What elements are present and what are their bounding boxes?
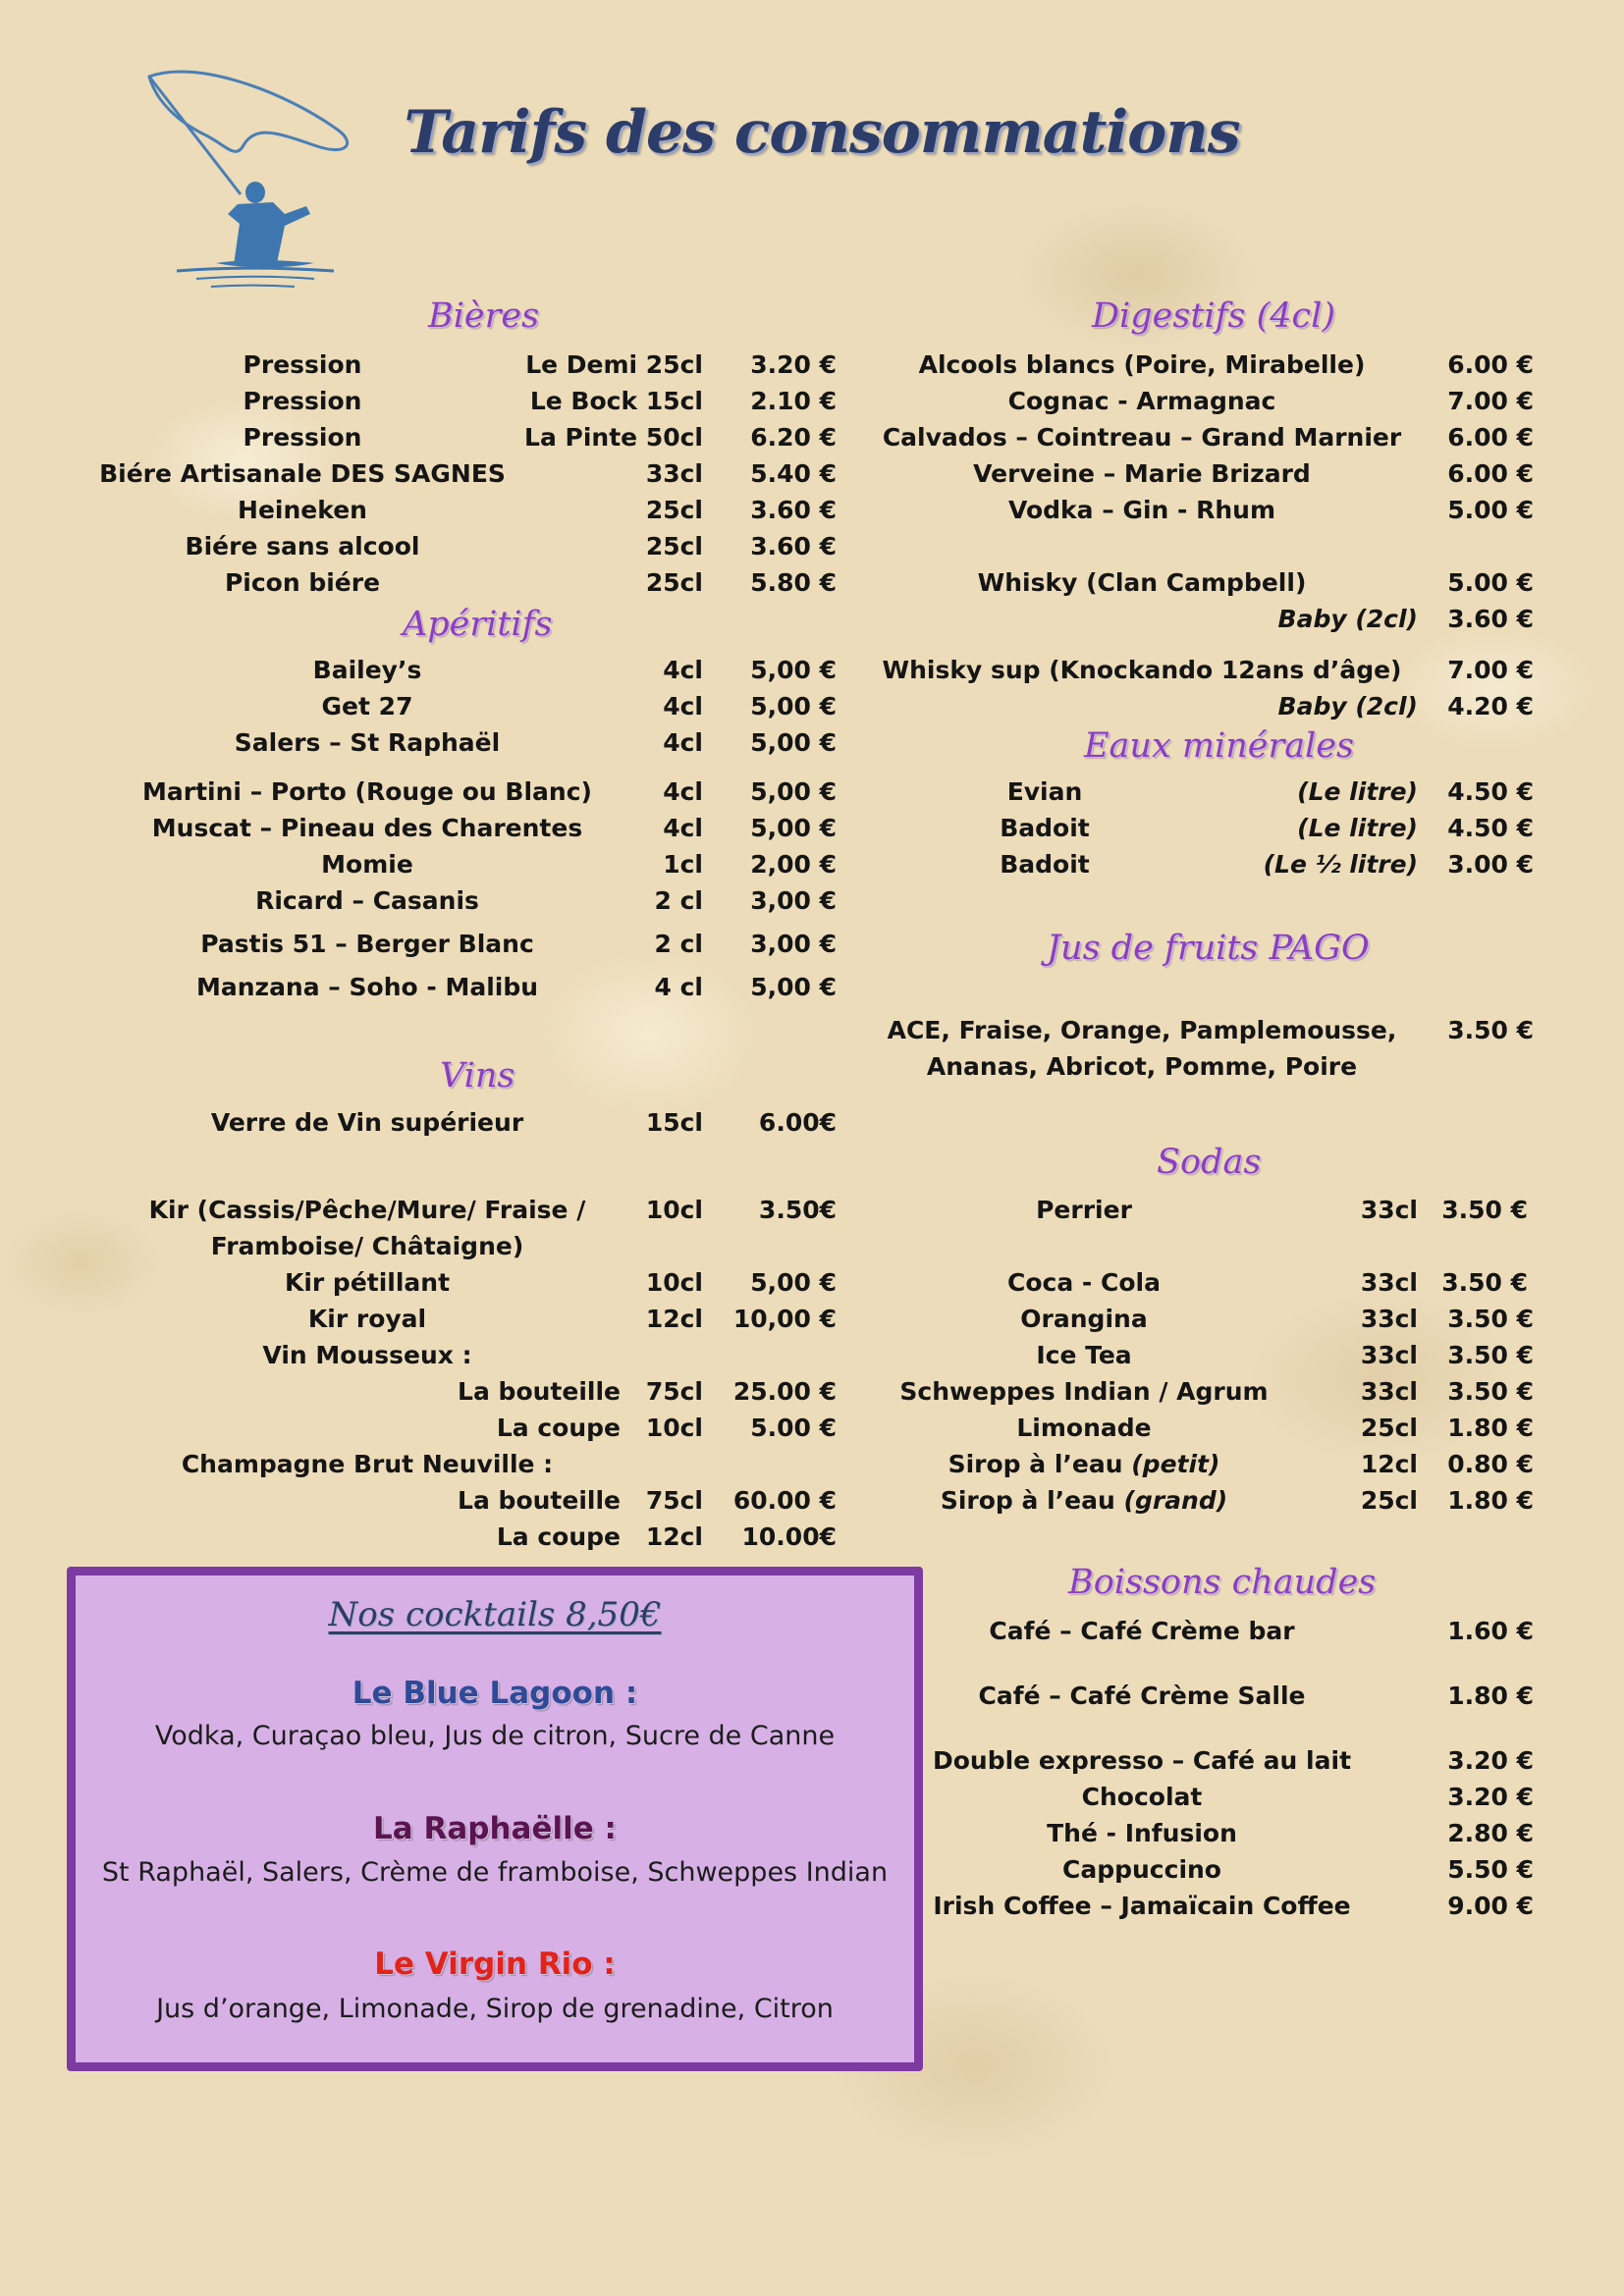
menu-item-name: Evian [1006, 777, 1083, 806]
menu-item-size: 10cl [645, 1196, 703, 1224]
menu-item-price: 10.00€ [741, 1522, 837, 1551]
menu-item-price: 3.50 € [1447, 1305, 1534, 1333]
menu-item-price: 6.20 € [750, 423, 837, 452]
menu-item-price: 6.00 € [1447, 459, 1534, 488]
menu-item-price: 5,00 € [750, 728, 837, 757]
cocktail-ingredients: Jus d’orange, Limonade, Sirop de grenadine, Citron [156, 1994, 834, 2024]
menu-item-name: La coupe [496, 1522, 621, 1551]
menu-item-size: 4cl [663, 814, 703, 842]
menu-group-label: Champagne Brut Neuville : [181, 1450, 554, 1478]
menu-item-size: 2 cl [654, 886, 703, 915]
menu-item-name: Vodka – Gin - Rhum [1007, 496, 1276, 524]
menu-item-price: 3.20 € [750, 350, 837, 379]
menu-item-price: 5,00 € [750, 777, 837, 806]
menu-item-price: 3.20 € [1447, 1783, 1534, 1811]
menu-item-price: 3.60 € [750, 496, 837, 524]
menu-item-price: 3.60 € [1447, 605, 1534, 633]
menu-group-label: Vin Mousseux : [262, 1341, 472, 1369]
menu-item-name: Biére sans alcool [185, 532, 420, 561]
cocktail-name: La Raphaëlle : [373, 1811, 617, 1846]
menu-item-name: Kir pétillant [284, 1268, 451, 1297]
menu-item-name: Café – Café Crème Salle [978, 1682, 1306, 1710]
menu-item-name: Picon biére [224, 568, 381, 597]
menu-item-price: 3.50 € [1441, 1196, 1528, 1224]
menu-item-price: 2.10 € [750, 387, 837, 415]
menu-item-name: Heineken [238, 496, 367, 524]
menu-item-price: 5,00 € [750, 814, 837, 842]
menu-item-price: 5.00 € [1447, 496, 1534, 524]
menu-item-price: 3.50 € [1447, 1341, 1534, 1369]
cocktails-title: Nos cocktails 8,50€ [328, 1595, 662, 1634]
menu-item-size: 4cl [663, 692, 703, 721]
menu-item-name: Framboise/ Châtaigne) [210, 1232, 524, 1260]
menu-item-size: 4cl [663, 656, 703, 684]
menu-item-name: Double expresso – Café au lait [932, 1746, 1352, 1775]
menu-item-size: Baby (2cl) [1277, 692, 1418, 721]
menu-item-name: Salers – St Raphaël [234, 728, 501, 757]
menu-item-name: Ananas, Abricot, Pomme, Poire [926, 1052, 1358, 1081]
menu-item-size: 15cl [645, 1108, 703, 1137]
menu-item-price: 3,00 € [750, 930, 837, 958]
menu-item-price: 25.00 € [732, 1377, 837, 1406]
menu-item-name: Coca - Cola [1007, 1268, 1161, 1297]
menu-item-size: 33cl [645, 459, 703, 488]
menu-item-size: 25cl [645, 568, 703, 597]
menu-item-name: Sirop à l’eau (grand) [940, 1486, 1228, 1515]
menu-item-name: Cappuccino [1062, 1855, 1221, 1884]
menu-item-name: Sirop à l’eau (petit) [947, 1450, 1220, 1478]
menu-item-name: Ricard – Casanis [255, 886, 479, 915]
menu-item-price: 7.00 € [1447, 387, 1534, 415]
menu-item-name: Thé - Infusion [1047, 1819, 1237, 1847]
menu-item-price: 3.50 € [1447, 1016, 1534, 1044]
menu-item-name: La bouteille [458, 1377, 621, 1406]
cocktails-box [67, 1567, 923, 2071]
menu-item-name: Perrier [1036, 1196, 1132, 1224]
menu-item-name: Whisky (Clan Campbell) [977, 568, 1307, 597]
menu-item-price: 3.50 € [1447, 1377, 1534, 1406]
menu-item-name: Orangina [1020, 1305, 1148, 1333]
menu-item-name: Whisky sup (Knockando 12ans d’âge) [882, 656, 1402, 684]
section-title-digestifs: Digestifs (4cl) [1092, 296, 1336, 336]
menu-item-price: 60.00 € [732, 1486, 837, 1515]
menu-item-price: 3.50 € [1441, 1268, 1528, 1297]
menu-item-price: 3.50€ [758, 1196, 837, 1224]
menu-item-name: Kir royal [307, 1305, 427, 1333]
menu-item-size: 12cl [645, 1305, 703, 1333]
menu-item-name: Badoit [1000, 850, 1090, 879]
menu-item-size: 12cl [645, 1522, 703, 1551]
menu-item-price: 5.00 € [1447, 568, 1534, 597]
menu-item-size: 75cl [645, 1486, 703, 1515]
menu-item-name: Pression [243, 423, 362, 452]
menu-item-name: Irish Coffee – Jamaïcain Coffee [933, 1892, 1351, 1920]
menu-item-name: Kir (Cassis/Pêche/Mure/ Fraise / [148, 1196, 586, 1224]
menu-item-size: 1cl [663, 850, 703, 879]
menu-item-price: 5.80 € [750, 568, 837, 597]
cocktail-ingredients: St Raphaël, Salers, Crème de framboise, Schweppes Indian [101, 1857, 889, 1888]
menu-item-name: Pression [243, 387, 362, 415]
menu-item-price: 5,00 € [750, 656, 837, 684]
menu-item-size: Le Demi 25cl [525, 350, 703, 379]
menu-item-size: 33cl [1360, 1305, 1418, 1333]
cocktail-name: Le Blue Lagoon : [352, 1676, 638, 1711]
menu-item-name: La coupe [496, 1414, 621, 1442]
menu-item-name: Ice Tea [1036, 1341, 1132, 1369]
menu-item-name: Badoit [1000, 814, 1090, 842]
menu-item-size: 12cl [1360, 1450, 1418, 1478]
menu-item-size: 2 cl [654, 930, 703, 958]
page-title: Tarifs des consommations [404, 98, 1240, 167]
menu-item-name: Get 27 [321, 692, 413, 721]
menu-item-size: Baby (2cl) [1277, 605, 1418, 633]
menu-item-name: Pastis 51 – Berger Blanc [200, 930, 534, 958]
section-title-aperitifs: Apéritifs [403, 605, 553, 644]
menu-item-size: 25cl [1360, 1486, 1418, 1515]
menu-item-price: 5,00 € [750, 1268, 837, 1297]
menu-item-price: 2,00 € [750, 850, 837, 879]
cocktail-name: Le Virgin Rio : [374, 1947, 616, 1982]
menu-item-price: 1.80 € [1447, 1486, 1534, 1515]
menu-item-size: 25cl [1360, 1414, 1418, 1442]
menu-item-price: 5.40 € [750, 459, 837, 488]
menu-item-price: 10,00 € [732, 1305, 837, 1333]
menu-item-price: 4.20 € [1447, 692, 1534, 721]
menu-item-price: 5,00 € [750, 973, 837, 1001]
menu-item-price: 5.00 € [750, 1414, 837, 1442]
menu-item-name: La bouteille [458, 1486, 621, 1515]
menu-item-price: 5,00 € [750, 692, 837, 721]
menu-item-size: 75cl [645, 1377, 703, 1406]
menu-item-price: 6.00 € [1447, 350, 1534, 379]
menu-item-name: Limonade [1016, 1414, 1152, 1442]
menu-item-size: (Le litre) [1297, 814, 1418, 842]
menu-item-name: Alcools blancs (Poire, Mirabelle) [918, 350, 1366, 379]
menu-item-price: 5.50 € [1447, 1855, 1534, 1884]
menu-item-price: 3.00 € [1447, 850, 1534, 879]
menu-item-price: 0.80 € [1447, 1450, 1534, 1478]
menu-item-name: Muscat – Pineau des Charentes [151, 814, 583, 842]
menu-item-price: 3.20 € [1447, 1746, 1534, 1775]
section-title-vins: Vins [440, 1056, 515, 1095]
menu-item-price: 7.00 € [1447, 656, 1534, 684]
menu-item-name: Verre de Vin supérieur [210, 1108, 524, 1137]
section-title-sodas: Sodas [1157, 1143, 1262, 1182]
menu-item-name: Bailey’s [312, 656, 422, 684]
section-title-jus: Jus de fruits PAGO [1047, 929, 1370, 968]
menu-item-name: Schweppes Indian / Agrum [899, 1377, 1269, 1406]
section-title-boissons-chaudes: Boissons chaudes [1068, 1563, 1377, 1602]
menu-item-size: 10cl [645, 1414, 703, 1442]
menu-item-price: 1.60 € [1447, 1617, 1534, 1645]
menu-item-price: 2.80 € [1447, 1819, 1534, 1847]
cocktail-ingredients: Vodka, Curaçao bleu, Jus de citron, Sucre de Canne [154, 1721, 836, 1751]
menu-item-price: 1.80 € [1447, 1682, 1534, 1710]
menu-item-size: La Pinte 50cl [524, 423, 703, 452]
menu-item-size: 10cl [645, 1268, 703, 1297]
menu-item-price: 1.80 € [1447, 1414, 1534, 1442]
menu-item-price: 6.00 € [1447, 423, 1534, 452]
menu-item-size: 25cl [645, 532, 703, 561]
menu-item-size: 33cl [1360, 1196, 1418, 1224]
menu-item-size: 25cl [645, 496, 703, 524]
menu-item-size: Le Bock 15cl [529, 387, 703, 415]
menu-item-price: 3,00 € [750, 886, 837, 915]
menu-item-name: Manzana – Soho - Malibu [195, 973, 539, 1001]
menu-item-price: 6.00€ [758, 1108, 837, 1137]
menu-item-size: (Le litre) [1297, 777, 1418, 806]
menu-item-name: Verveine – Marie Brizard [973, 459, 1311, 488]
menu-item-name: Pression [243, 350, 362, 379]
menu-item-size: 33cl [1360, 1268, 1418, 1297]
menu-item-name: Cognac - Armagnac [1007, 387, 1276, 415]
menu-item-size: 33cl [1360, 1377, 1418, 1406]
menu-item-size: 4cl [663, 728, 703, 757]
menu-item-price: 4.50 € [1447, 777, 1534, 806]
menu-item-size: 33cl [1360, 1341, 1418, 1369]
menu-item-size: 4cl [663, 777, 703, 806]
menu-item-name: Biére Artisanale DES SAGNES [99, 459, 506, 488]
menu-item-size: 4 cl [654, 973, 703, 1001]
menu-item-name: Chocolat [1081, 1783, 1203, 1811]
menu-item-name: ACE, Fraise, Orange, Pamplemousse, [887, 1016, 1397, 1044]
section-title-bieres: Bières [428, 296, 540, 336]
menu-item-name: Momie [321, 850, 413, 879]
menu-item-size: (Le ½ litre) [1263, 850, 1418, 879]
menu-item-name: Calvados – Cointreau – Grand Marnier [882, 423, 1402, 452]
menu-item-name: Martini – Porto (Rouge ou Blanc) [142, 777, 592, 806]
section-title-eaux: Eaux minérales [1084, 726, 1354, 766]
menu-item-price: 9.00 € [1447, 1892, 1534, 1920]
menu-item-name: Café – Café Crème bar [989, 1617, 1295, 1645]
menu-item-price: 4.50 € [1447, 814, 1534, 842]
menu-item-price: 3.60 € [750, 532, 837, 561]
